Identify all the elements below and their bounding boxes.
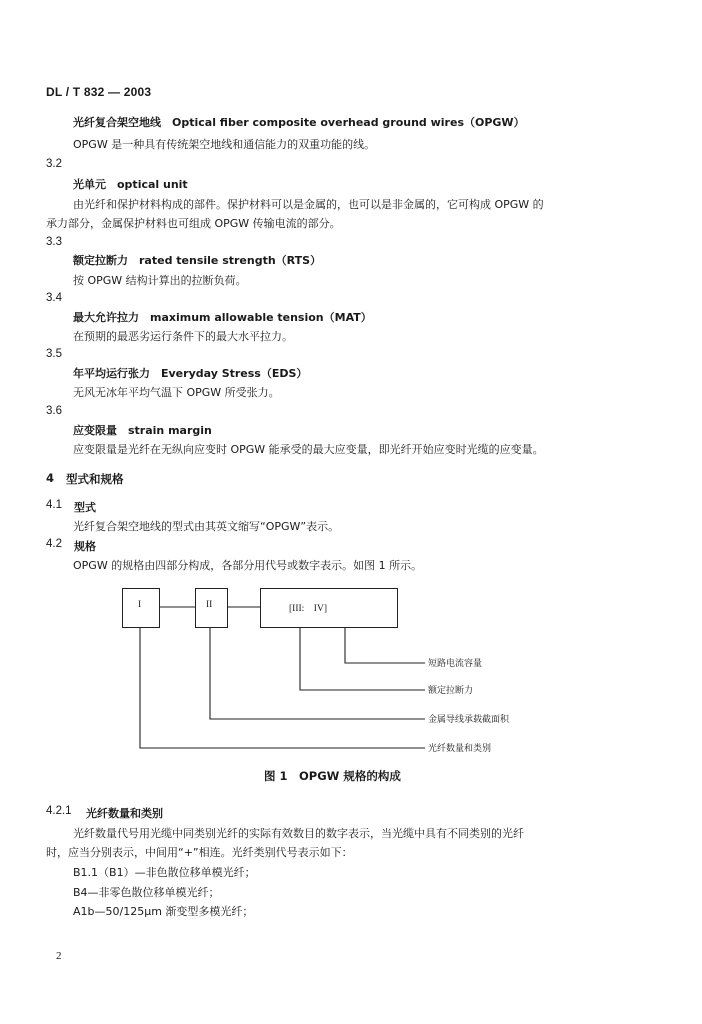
leader-line-short-circuit xyxy=(345,627,425,663)
subsection-number: 4.1 xyxy=(46,499,62,511)
spec-box-ii: II xyxy=(195,588,228,628)
definition-strain-margin: 应变限量是光纤在无纵向应变时 OPGW 能承受的最大应变量，即光纤开始应变时光缆的应变量。 xyxy=(73,443,544,456)
clause-number: 3.2 xyxy=(46,158,62,170)
term-eds: 年平均运行张力 Everyday Stress（EDS） xyxy=(73,367,308,380)
leader-line-fiber-count xyxy=(140,627,425,748)
list-item: B1.1（B1）—非色散位移单模光纤； xyxy=(73,866,256,879)
definition-optical-unit-line2: 承力部分，金属保护材料也可组成 OPGW 传输电流的部分。 xyxy=(46,217,341,230)
diagram-label-short-circuit: 短路电流容量 xyxy=(428,659,483,669)
subsection-text: 光纤复合架空地线的型式由其英文缩写“OPGW”表示。 xyxy=(73,520,340,533)
clause-text-line1: 光纤数量代号用光缆中同类别光纤的实际有效数目的数字表示，当光缆中具有不同类别的光纤 xyxy=(73,827,524,840)
figure-caption: 图 1 OPGW 规格的构成 xyxy=(264,769,401,783)
term-optical-unit: 光单元 optical unit xyxy=(73,178,188,191)
clause-text-line2: 时，应当分别表示，中间用“+”相连。光纤类别代号表示如下： xyxy=(46,846,353,859)
document-code: DL / T 832 — 2003 xyxy=(46,85,152,99)
spec-box-i: I xyxy=(122,588,160,628)
diagram-label-section-area: 金属导线承载截面积 xyxy=(428,715,510,725)
definition-rts: 按 OPGW 结构计算出的拉断负荷。 xyxy=(73,274,247,287)
subsection-title: 规格 xyxy=(74,540,96,553)
term-opgw: 光纤复合架空地线 Optical fiber composite overhead ground wires（OPGW） xyxy=(73,116,525,129)
clause-number: 3.5 xyxy=(46,348,62,360)
clause-number: 3.6 xyxy=(46,405,62,417)
leader-line-section-area xyxy=(210,627,425,719)
subsection-title: 型式 xyxy=(74,501,96,514)
definition-mat: 在预期的最恶劣运行条件下的最大水平拉力。 xyxy=(73,330,293,343)
clause-number: 4.2.1 xyxy=(46,805,72,817)
subsection-text: OPGW 的规格由四部分构成，各部分用代号或数字表示。如图 1 所示。 xyxy=(73,559,423,572)
term-rts: 额定拉断力 rated tensile strength（RTS） xyxy=(73,254,322,267)
list-item: B4—非零色散位移单模光纤； xyxy=(73,886,220,899)
spec-box-iii-iv: [III: IV] xyxy=(260,588,398,628)
list-item: A1b—50/125μm 渐变型多模光纤； xyxy=(73,905,254,918)
term-mat: 最大允许拉力 maximum allowable tension（MAT） xyxy=(73,311,372,324)
subsection-number: 4.2 xyxy=(46,538,62,550)
term-strain-margin: 应变限量 strain margin xyxy=(73,424,212,437)
clause-number: 3.3 xyxy=(46,236,62,248)
section-number: 4 xyxy=(46,471,55,485)
clause-title: 光纤数量和类别 xyxy=(86,807,163,820)
diagram-label-fiber-count: 光纤数量和类别 xyxy=(428,744,492,754)
clause-number: 3.4 xyxy=(46,292,62,304)
page-number: 2 xyxy=(56,950,62,962)
leader-line-rts xyxy=(300,627,425,690)
section-title: 型式和规格 xyxy=(66,472,124,486)
definition-eds: 无风无冰年平均气温下 OPGW 所受张力。 xyxy=(73,386,280,399)
definition-optical-unit-line1: 由光纤和保护材料构成的部件。保护材料可以是金属的，也可以是非金属的，它可构成 OPGW 的 xyxy=(73,198,544,211)
definition-opgw: OPGW 是一种具有传统架空地线和通信能力的双重功能的线。 xyxy=(73,138,376,151)
diagram-label-rts: 额定拉断力 xyxy=(428,686,474,696)
